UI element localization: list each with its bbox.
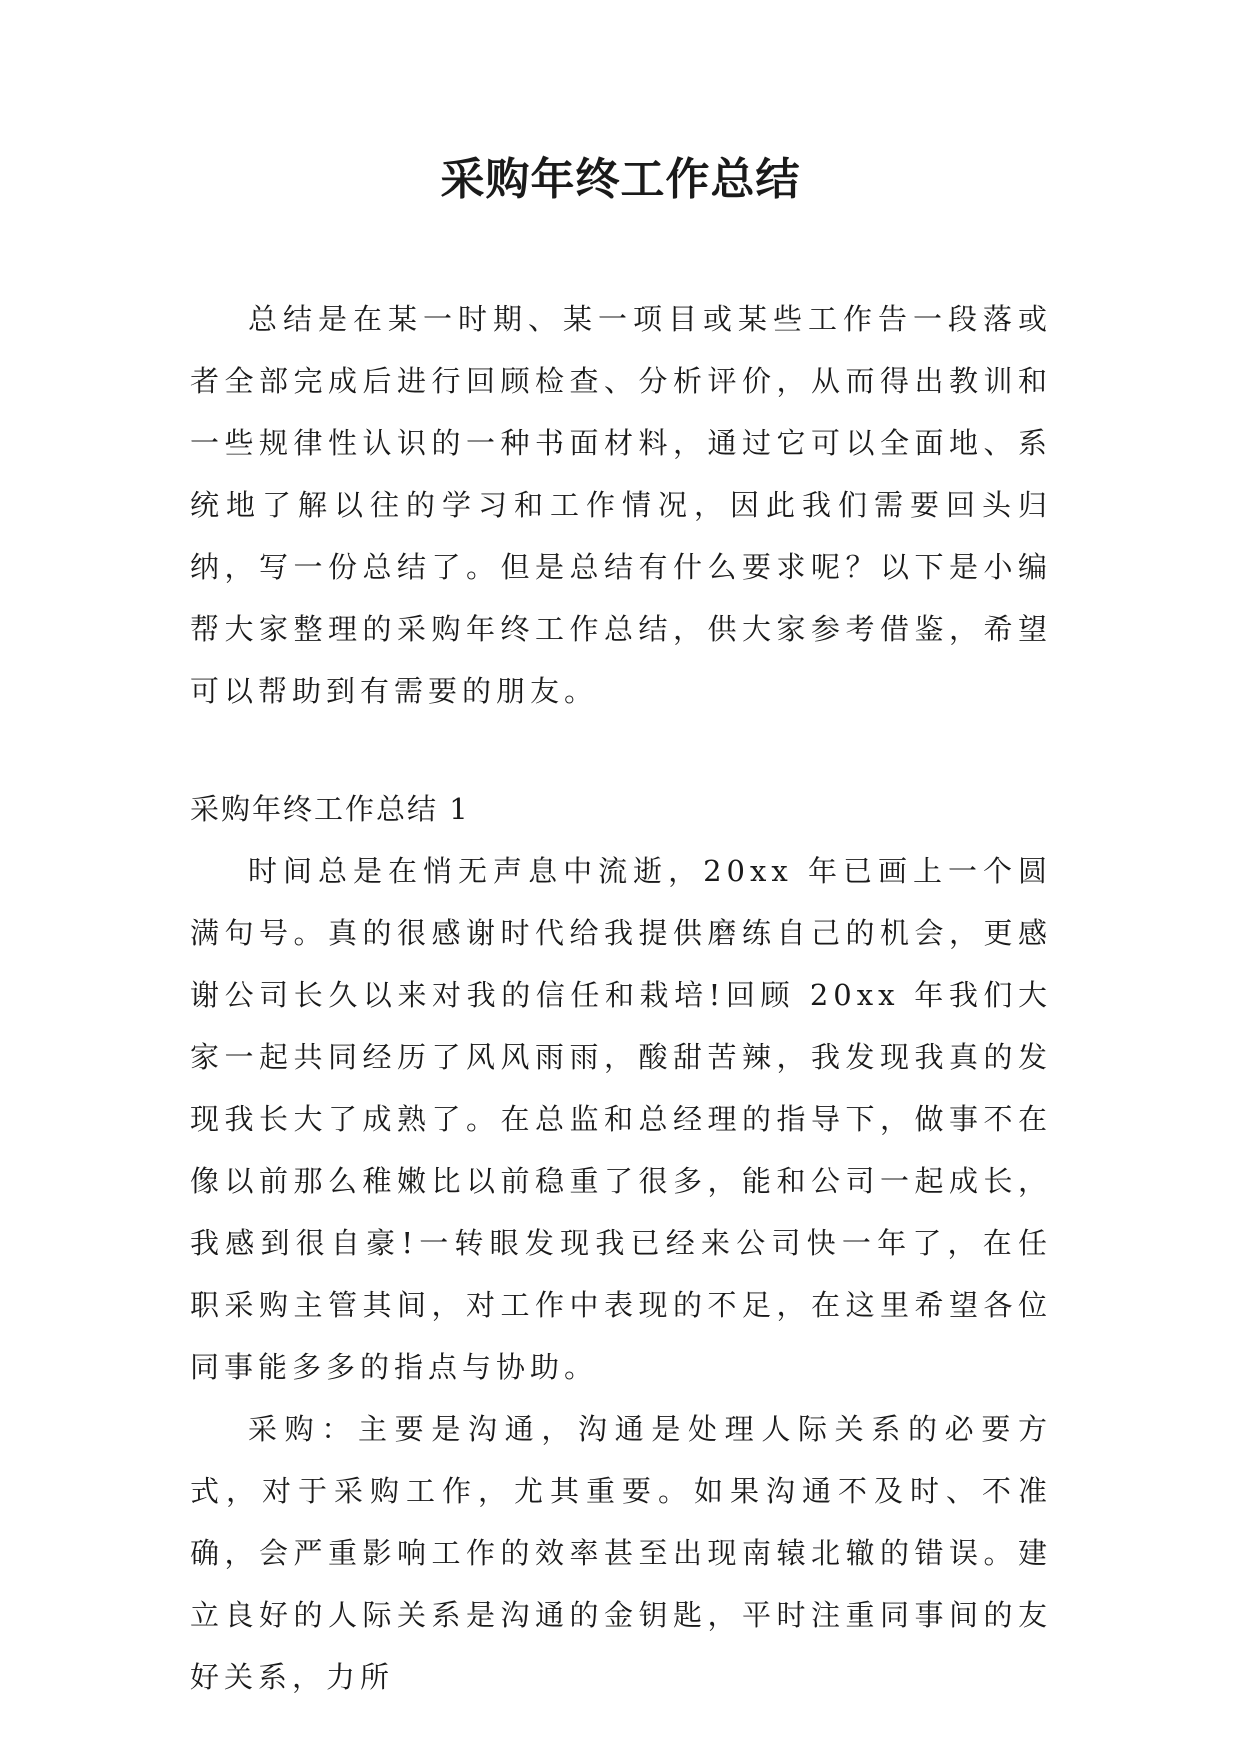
document-body xyxy=(190,288,1052,1708)
intro-paragraph: 总结是在某一时期、某一项目或某些工作告一段落或者全部完成后进行回顾检查、分析评价，从而得出教训和一些规律性认识的一种书面材料，通过它可以全面地、系统地了解以往的学习和工作情况，因此我们需要回头归纳，写一份总结了。但是总结有什么要求呢？以下是小编帮大家整理的采购年终工作总结，供大家参考借鉴，希望可以帮助到有需要的朋友。 xyxy=(190,302,1052,708)
document-title: 采购年终工作总结 xyxy=(440,154,801,205)
body-paragraph: 时间总是在悄无声息中流逝，20xx 年已画上一个圆满句号。真的很感谢时代给我提供磨练自己的机会，更感谢公司长久以来对我的信任和栽培!回顾 20xx 年我们大家一起共同经历了风风雨雨，酸甜苦辣，我发现我真的发现我长大了成熟了。在总监和总经理的指导下，做事不在像以前那么稚嫩比以前稳重了很多，能和公司一起成长，我感到很自豪!一转眼发现我已经来公司快一年了，在任职采购主管其间，对工作中表现的不足，在这里希望各位同事能多多的指点与协助。 xyxy=(190,854,1052,1384)
body-paragraph: 采购：主要是沟通，沟通是处理人际关系的必要方式，对于采购工作，尤其重要。如果沟通不及时、不准确，会严重影响工作的效率甚至出现南辕北辙的错误。建立良好的人际关系是沟通的金钥匙，平时注重同事间的友好关系，力所 xyxy=(190,1412,1052,1694)
section-heading: 采购年终工作总结 1 xyxy=(190,792,470,826)
